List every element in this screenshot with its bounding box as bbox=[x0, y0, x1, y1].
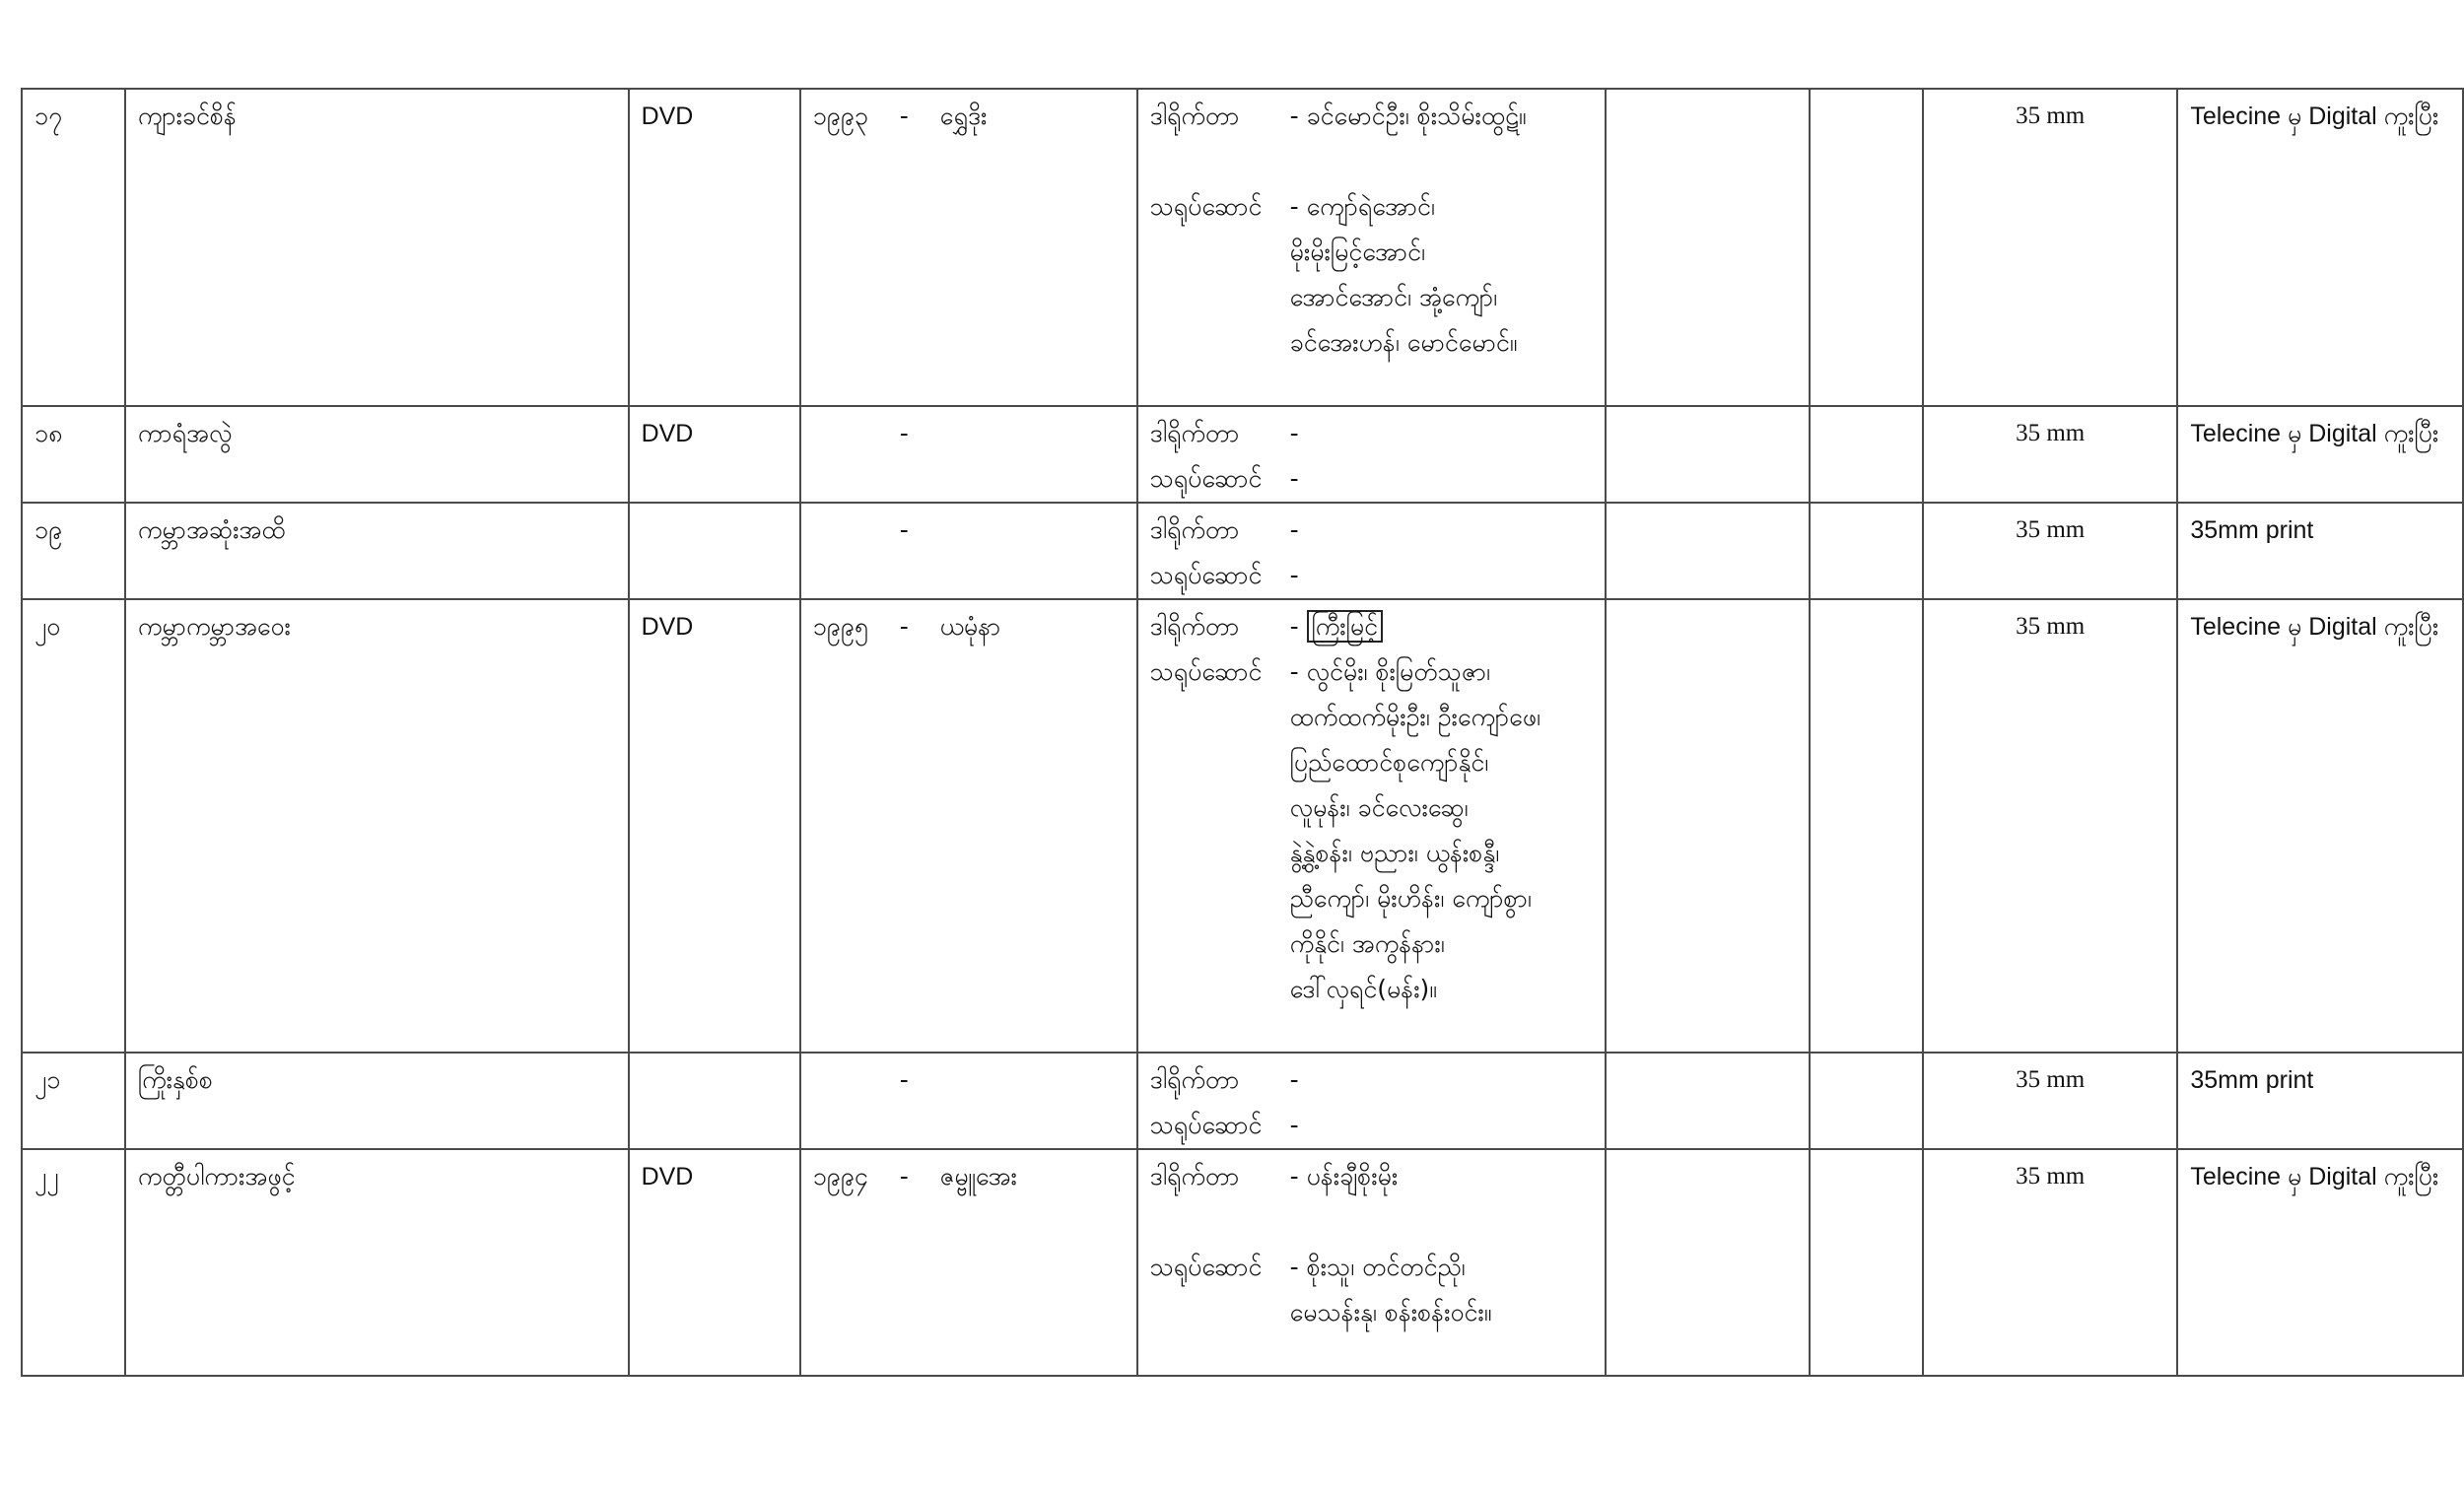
film-title: ကမ္ဘာကမ္ဘာအဝေး bbox=[125, 599, 629, 1053]
cast-line: ထက်ထက်မိုးဦး၊ ဦးကျော်ဖေ၊ bbox=[1289, 703, 1540, 731]
cast-label: သရုပ်ဆောင် bbox=[1149, 1253, 1263, 1281]
cast-label: သရုပ်ဆောင် bbox=[1149, 464, 1263, 493]
director-value: - bbox=[1289, 515, 1299, 544]
transfer-note: 35mm print bbox=[2177, 1053, 2463, 1149]
empty-cell bbox=[1606, 599, 1810, 1053]
cast-label: သရုပ်ဆောင် bbox=[1149, 657, 1263, 686]
cast-line: - bbox=[1289, 464, 1299, 493]
media-format bbox=[629, 1053, 800, 1149]
film-title: ကတ္တီပါကားအဖွင့် bbox=[125, 1149, 629, 1376]
cast-line: အောင်အောင်၊ အုံ့ကျော်၊ bbox=[1289, 283, 1498, 311]
film-gauge: 35 mm bbox=[1923, 406, 2177, 503]
cast-label: သရုပ်ဆောင် bbox=[1149, 561, 1263, 589]
director-value: - bbox=[1289, 1065, 1299, 1094]
year-studio: - bbox=[800, 406, 1137, 503]
cast-line: - လွင်မိုး၊ စိုးမြတ်သူဇာ၊ bbox=[1289, 657, 1490, 686]
media-format: DVD bbox=[629, 599, 800, 1053]
director-label: ဒါရိုက်တာ bbox=[1149, 1065, 1240, 1094]
film-title: ကြိုးနှစ်စ bbox=[125, 1053, 629, 1149]
director-label: ဒါရိုက်တာ bbox=[1149, 612, 1240, 641]
cast-line: - ကျော်ရဲအောင်၊ bbox=[1289, 192, 1435, 221]
year-studio: ၁၉၉၄ - ဇမ္ဗူအေး bbox=[800, 1149, 1137, 1376]
empty-cell bbox=[1810, 406, 1923, 503]
credits bbox=[1137, 89, 1606, 406]
cast-line: ညီကျော်၊ မိုးဟိန်း၊ ကျော်စွာ၊ bbox=[1289, 884, 1532, 913]
empty-cell bbox=[1606, 1053, 1810, 1149]
director-label: ဒါရိုက်တာ bbox=[1149, 419, 1240, 447]
media-format: DVD bbox=[629, 406, 800, 503]
director-label: ဒါရိုက်တာ bbox=[1149, 515, 1240, 544]
cast-line: မိုးမိုးမြင့်အောင်၊ bbox=[1289, 238, 1425, 266]
film-gauge: 35 mm bbox=[1923, 1053, 2177, 1149]
film-title: ကျားခင်စိန် bbox=[125, 89, 629, 406]
year-studio: ၁၉၉၅ - ယမုံနာ bbox=[800, 599, 1137, 1053]
director-value: - bbox=[1289, 419, 1299, 447]
transfer-note: Telecine မှ Digital ကူးပြီး bbox=[2177, 1149, 2463, 1376]
media-format: DVD bbox=[629, 89, 800, 406]
cast-line: မေသန်းနု၊ စန်းစန်းဝင်း။ bbox=[1289, 1298, 1492, 1326]
film-title: ကာရံအလွဲ bbox=[125, 406, 629, 503]
empty-cell bbox=[1810, 1053, 1923, 1149]
empty-cell bbox=[1606, 406, 1810, 503]
film-gauge: 35 mm bbox=[1923, 503, 2177, 599]
table-row bbox=[22, 1149, 2463, 1376]
director-value: - ခင်မောင်ဦး၊ စိုးသိမ်းထွဋ်။ bbox=[1289, 102, 1527, 130]
row-number: ၂၁ bbox=[22, 1053, 125, 1149]
year-studio: - bbox=[800, 1053, 1137, 1149]
film-title: ကမ္ဘာအဆုံးအထိ bbox=[125, 503, 629, 599]
media-format bbox=[629, 503, 800, 599]
transfer-note: Telecine မှ Digital ကူးပြီး bbox=[2177, 406, 2463, 503]
empty-cell bbox=[1810, 599, 1923, 1053]
cast-line: - bbox=[1289, 1111, 1299, 1139]
cast-line: ခင်အေးဟန်၊ မောင်မောင်။ bbox=[1289, 328, 1518, 357]
cast-line: ဒေါ်လှရင်(မန်း)။ bbox=[1289, 975, 1437, 1003]
film-gauge: 35 mm bbox=[1923, 1149, 2177, 1376]
director-label: ဒါရိုက်တာ bbox=[1149, 1162, 1240, 1190]
empty-cell bbox=[1606, 1149, 1810, 1376]
row-number: ၁၈ bbox=[22, 406, 125, 503]
cast-line: နွဲ့နွဲ့စန်း၊ ဗညား၊ ယွန်းစန္ဒီ၊ bbox=[1289, 839, 1500, 867]
cast-label: သရုပ်ဆောင် bbox=[1149, 1111, 1263, 1139]
cast-line: - စိုးသူ၊ တင်တင်ညို၊ bbox=[1289, 1253, 1466, 1281]
empty-cell bbox=[1606, 89, 1810, 406]
year-studio: ၁၉၉၃ - ရွှေဒိုး bbox=[800, 89, 1137, 406]
director-value: - ပန်းချီစိုးမိုး bbox=[1289, 1162, 1399, 1190]
row-number: ၁၇ bbox=[22, 89, 125, 406]
credits bbox=[1137, 1149, 1606, 1376]
cast-line: လူမုန်း၊ ခင်လေးဆွေ၊ bbox=[1289, 793, 1469, 822]
empty-cell bbox=[1810, 89, 1923, 406]
cast-line: ကိုနိုင်၊ အကွန်နား၊ bbox=[1289, 929, 1445, 958]
cast-line: - bbox=[1289, 561, 1299, 589]
cast-label: သရုပ်ဆောင် bbox=[1149, 192, 1263, 221]
cast-line: ပြည်ထောင်စုကျော်နိုင်၊ bbox=[1289, 748, 1489, 777]
film-gauge: 35 mm bbox=[1923, 89, 2177, 406]
table-row bbox=[22, 406, 2463, 503]
credits: ဒါရိုက်တာ - ကြီးမြင့် သရုပ်ဆောင် - လွင်မိုး၊ စိုးမြတ်သူဇာ၊ ထက်ထက်မိုးဦး၊ ဦးကျော်ဖေ၊ ပြည်ထောင်စုကျော်နိုင်၊ လူမုန်း၊ ခင်လေးဆွေ၊ နွဲ့နွဲ့စန်း၊ ဗညား၊ ယွန်းစန္ဒီ၊ ညီကျော်၊ မိုးဟိန်း၊ ကျော်စွာ၊ ကိုနိုင်၊ အကွန်နား၊ ဒေါ်လှရင်(မန်း)။ bbox=[1137, 599, 1606, 1053]
credits bbox=[1137, 406, 1606, 503]
empty-cell bbox=[1810, 503, 1923, 599]
director-value: ကြီးမြင့် bbox=[1307, 610, 1383, 643]
empty-cell bbox=[1606, 503, 1810, 599]
credits bbox=[1137, 1053, 1606, 1149]
row-number: ၂၂ bbox=[22, 1149, 125, 1376]
row-number: ၂၀ bbox=[22, 599, 125, 1053]
table-row bbox=[22, 1053, 2463, 1149]
director-label: ဒါရိုက်တာ bbox=[1149, 102, 1240, 130]
table-row bbox=[22, 503, 2463, 599]
row-number: ၁၉ bbox=[22, 503, 125, 599]
credits bbox=[1137, 503, 1606, 599]
film-catalog-table bbox=[21, 88, 2464, 1377]
empty-cell bbox=[1810, 1149, 1923, 1376]
media-format: DVD bbox=[629, 1149, 800, 1376]
table-row bbox=[22, 89, 2463, 406]
film-gauge: 35 mm bbox=[1923, 599, 2177, 1053]
transfer-note: 35mm print bbox=[2177, 503, 2463, 599]
transfer-note: Telecine မှ Digital ကူးပြီး bbox=[2177, 89, 2463, 406]
year-studio: - bbox=[800, 503, 1137, 599]
transfer-note: Telecine မှ Digital ကူးပြီး bbox=[2177, 599, 2463, 1053]
table-row bbox=[22, 599, 2463, 1053]
